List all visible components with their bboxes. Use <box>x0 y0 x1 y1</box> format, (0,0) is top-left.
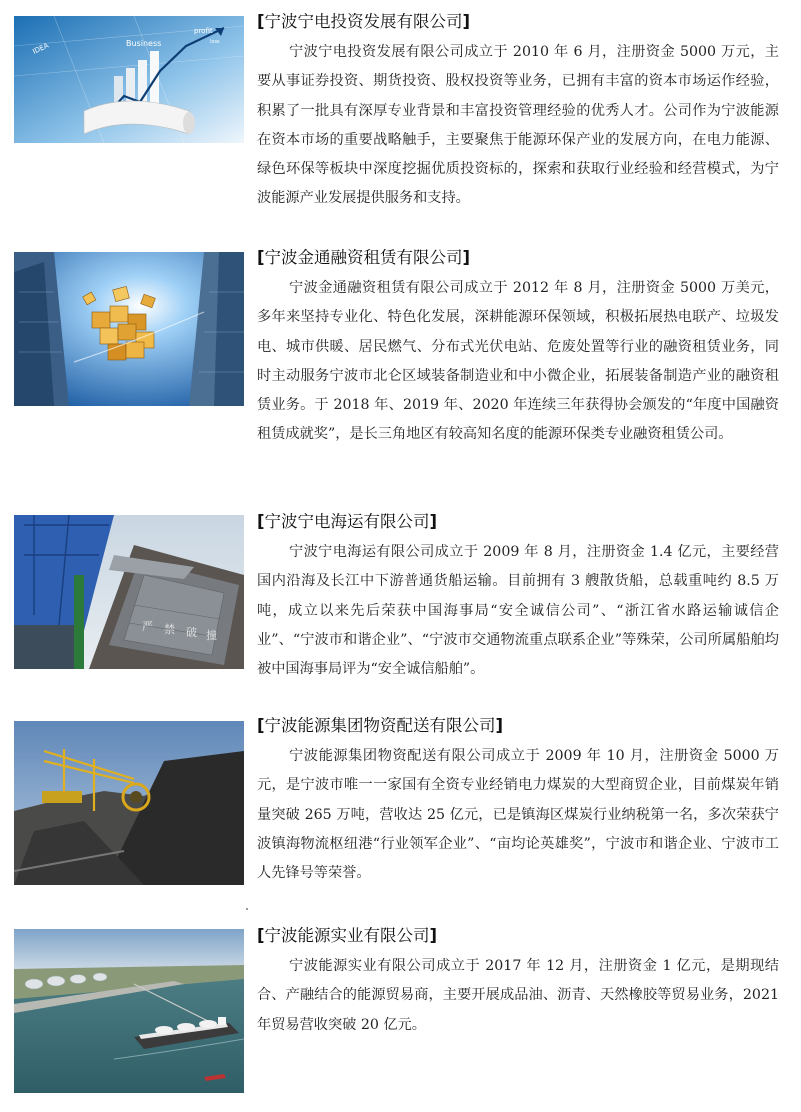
image-text: 严 <box>142 620 153 633</box>
company-title-text: 宁波能源集团物资配送有限公司 <box>264 716 496 735</box>
image-text: 禁 <box>164 623 175 636</box>
company-title <box>255 246 785 270</box>
company-image <box>14 721 244 885</box>
company-title-text: 宁波金通融资租赁有限公司 <box>264 248 463 267</box>
company-entry <box>0 0 801 240</box>
company-description: 宁波宁电海运有限公司成立于 2009 年 8 月，注册资金 1.4 亿元，主要经营国内沿海及长江中下游普通货船运输。目前拥有 3 艘散货船，总载重吨约 8.5 万吨，成立以来先后荣获中国海事局“安全诚信公司”、“浙江省水路运输诚信企业”、“宁波市和谐企业”、“宁波市交通物流重点联系企业”等殊荣，公司所属船舶均被中国海事局评为“安全诚信船舶”。 <box>257 544 779 678</box>
company-entry <box>0 710 801 920</box>
company-image <box>14 929 244 1093</box>
image-corner-mark <box>246 908 248 910</box>
company-title <box>255 924 785 948</box>
bracket-open: [ <box>257 716 265 735</box>
bracket-open: [ <box>257 12 265 31</box>
company-title-text: 宁波能源实业有限公司 <box>264 926 430 945</box>
company-entry <box>0 510 801 710</box>
company-title <box>255 510 785 534</box>
company-description: 宁波金通融资租赁有限公司成立于 2012 年 8 月，注册资金 5000 万美元，多年来坚持专业化、特色化发展，深耕能源环保领域，积极拓展热电联产、垃圾发电、城市供暖、居民燃气、分布式光伏电站、危废处置等行业的融资租赁业务，同时主动服务宁波市北仑区域装备制造业和中小微企业，拓展装备制造产业的融资租赁业务。于 2018 年、2019 年、2020 年连续三年获得协会颁发的“年度中国融资租赁成就奖”，是长三角地区有较高知名度的能源环保类专业融资租赁公司。 <box>257 280 779 443</box>
company-entry <box>0 240 801 510</box>
company-title <box>255 10 785 34</box>
company-image <box>14 252 244 406</box>
bracket-close: ] <box>429 926 438 945</box>
company-title <box>255 714 785 738</box>
image-text: profit <box>194 27 213 35</box>
bracket-open: [ <box>257 926 265 945</box>
image-text: loss <box>210 39 220 45</box>
bracket-open: [ <box>257 248 265 267</box>
bracket-close: ] <box>495 716 504 735</box>
image-text: 撞 <box>206 629 217 642</box>
company-image <box>14 515 244 669</box>
company-description: 宁波能源集团物资配送有限公司成立于 2009 年 10 月，注册资金 5000 万元，是宁波市唯一一家国有全资专业经销电力煤炭的大型商贸企业，目前煤炭年销量突破 265 万吨，营收达 25 亿元，已是镇海区煤炭行业纳税第一名，多次荣获宁波镇海物流枢纽港“行业领军企业”、“亩均论英雄奖”，宁波市和谐企业、宁波市工人先锋号等荣誉。 <box>257 748 779 882</box>
bracket-close: ] <box>462 12 471 31</box>
company-title-text: 宁波宁电投资发展有限公司 <box>264 12 463 31</box>
bracket-open: [ <box>257 512 265 531</box>
image-text: 破 <box>186 626 197 639</box>
company-description: 宁波宁电投资发展有限公司成立于 2010 年 6 月，注册资金 5000 万元，主要从事证券投资、期货投资、股权投资等业务，已拥有丰富的资本市场运作经验，积累了一批具有深厚专业背景和丰富投资管理经验的优秀人才。公司作为宁波能源在资本市场的重要战略触手，主要聚焦于能源环保产业的发展方向，在电力能源、绿色环保等板块中深度挖掘优质投资标的，探索和获取行业经验和经营模式，为宁波能源产业发展提供服务和支持。 <box>257 44 779 207</box>
bracket-close: ] <box>429 512 438 531</box>
bracket-close: ] <box>462 248 471 267</box>
company-title-text: 宁波宁电海运有限公司 <box>264 512 430 531</box>
company-entry <box>0 920 801 1112</box>
image-text: IDEA <box>31 41 50 56</box>
company-image <box>14 16 244 143</box>
company-description: 宁波能源实业有限公司成立于 2017 年 12 月，注册资金 1 亿元，是期现结合、产融结合的能源贸易商，主要开展成品油、沥青、天然橡胶等贸易业务，2021 年贸易营收突破 20 亿元。 <box>257 958 779 1033</box>
image-text: Business <box>126 39 162 48</box>
